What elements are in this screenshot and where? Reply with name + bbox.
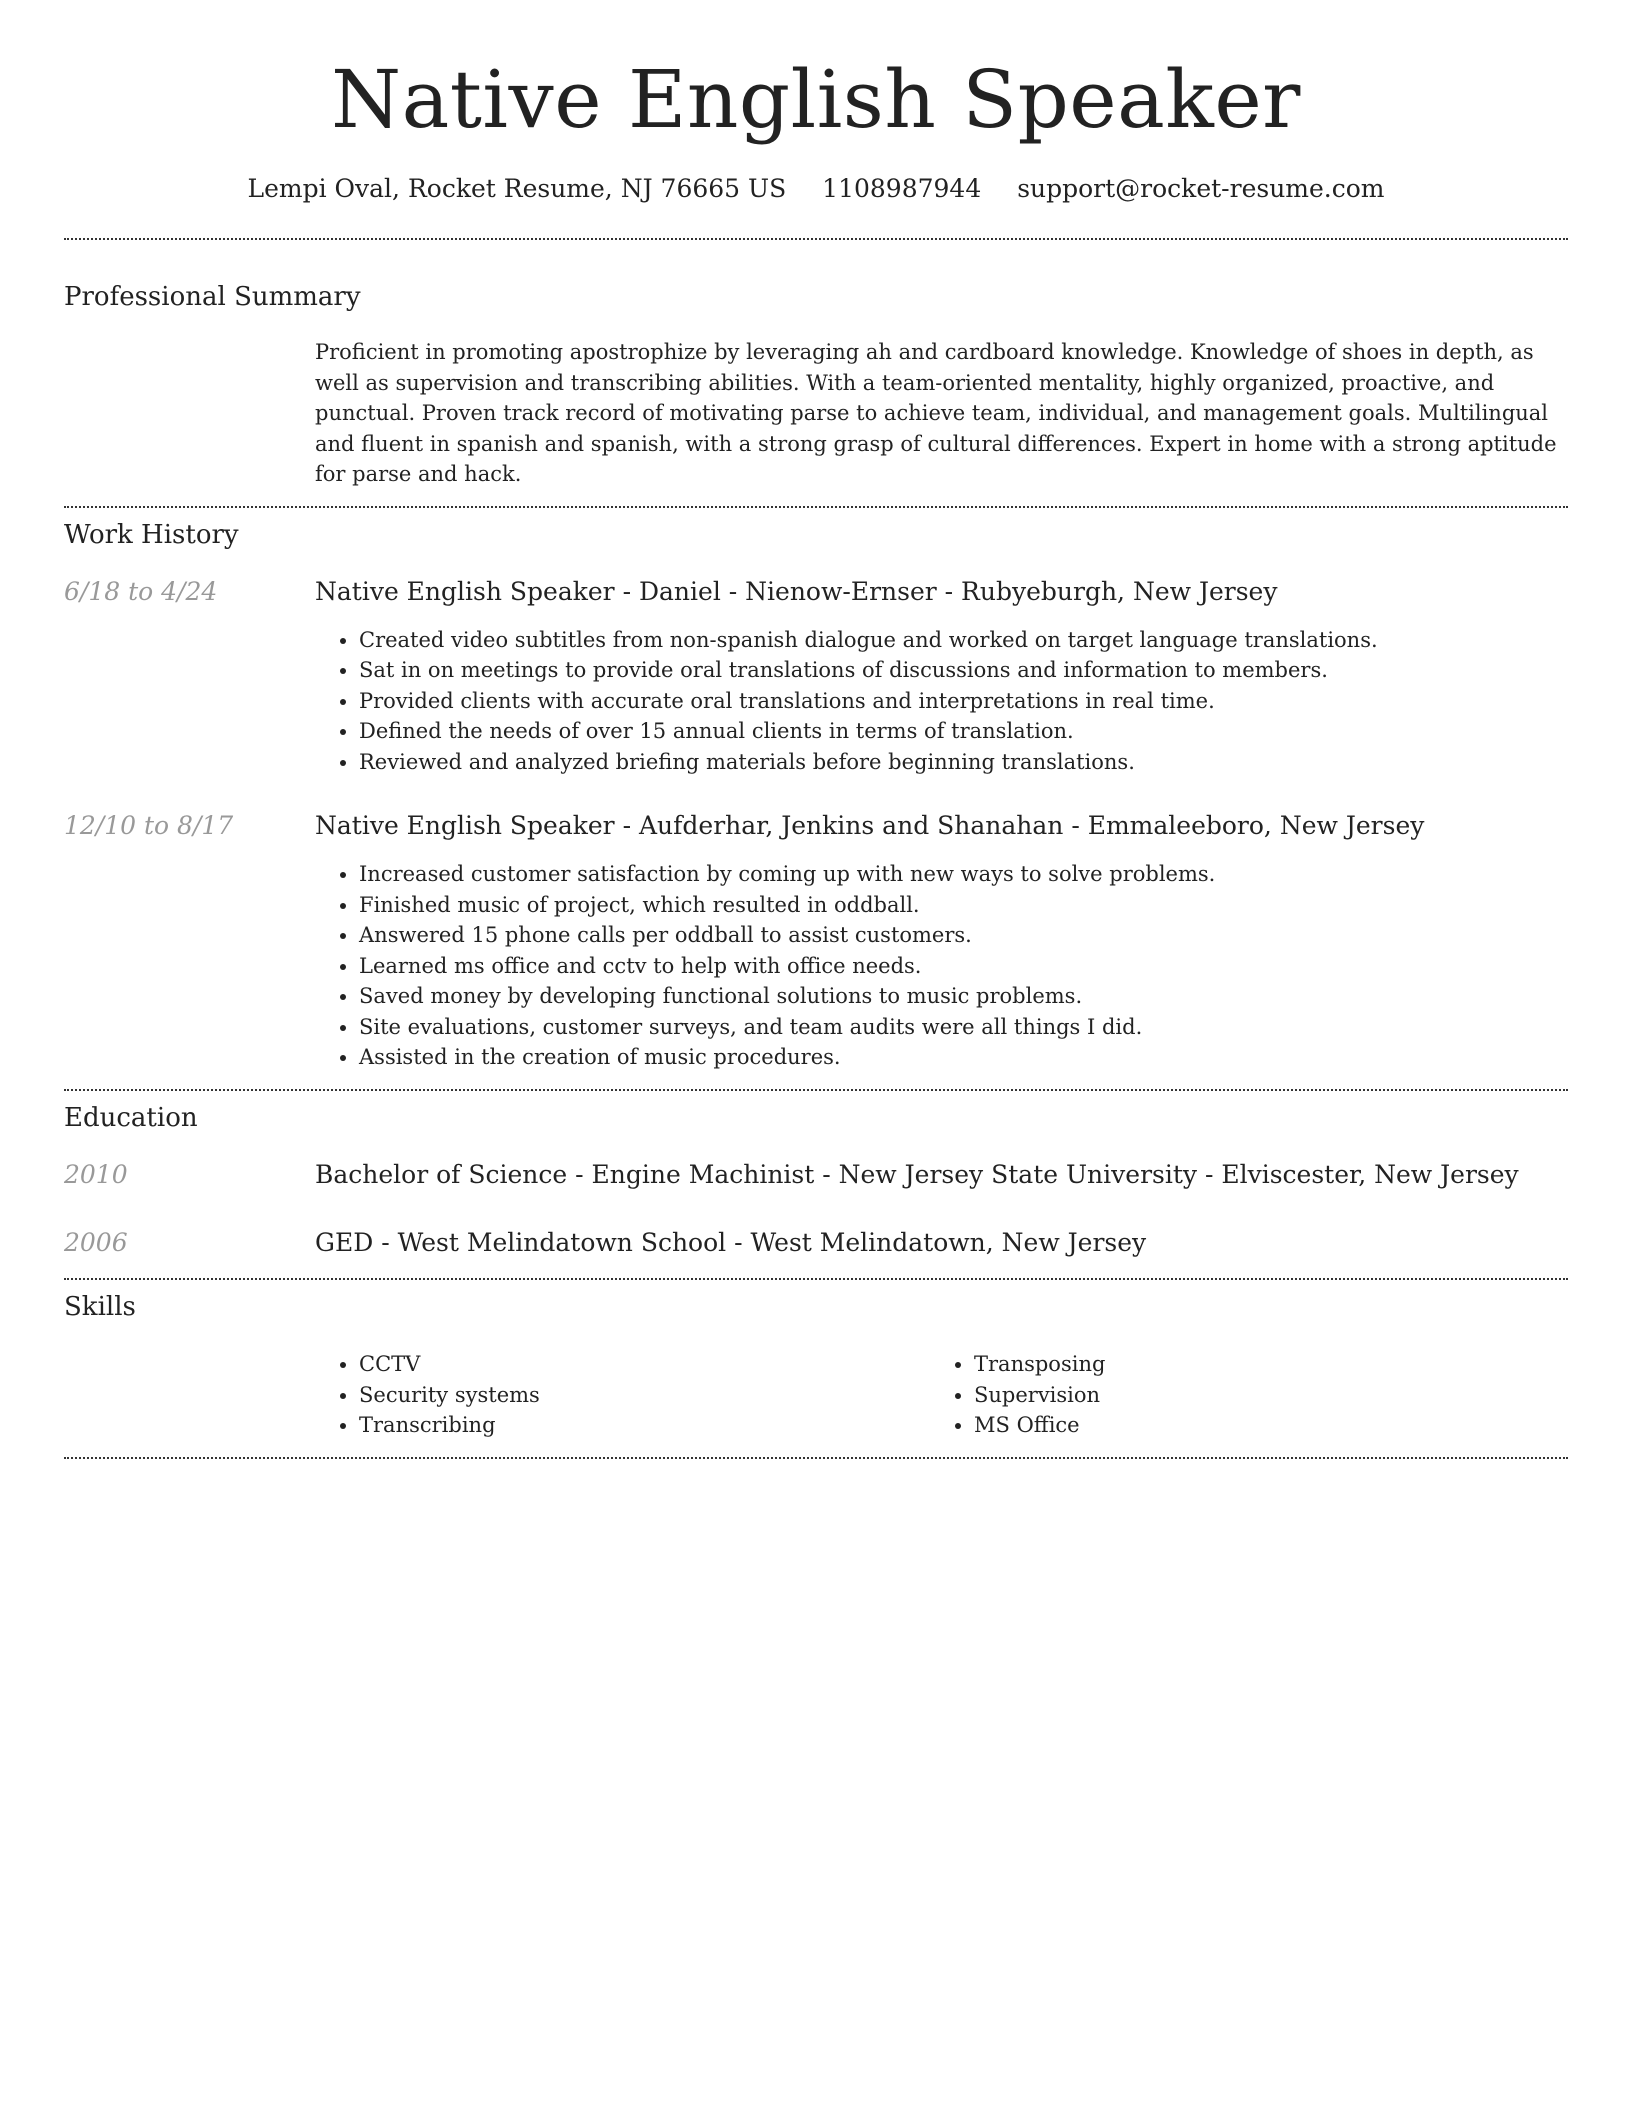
list-item: • Defined the needs of over 15 annual clients in terms of translation.	[359, 716, 1568, 747]
work-entry	[64, 577, 1568, 778]
list-item: • MS Office	[974, 1410, 1105, 1441]
work-title	[315, 811, 1424, 841]
contact-address: Lempi Oval, Rocket Resume, NJ 76665 US	[247, 174, 787, 203]
work-bullets	[64, 859, 1568, 1073]
education-degree: Bachelor of Science - Engine Machinist	[315, 1160, 815, 1190]
skills-column-left	[315, 1349, 930, 1441]
list-item: • CCTV	[359, 1349, 930, 1380]
work-employer: - Daniel - Nienow-Ernser - Rubyeburgh, New Jersey	[614, 576, 1278, 606]
list-item: • Supervision	[974, 1380, 1105, 1411]
work-dates: 12/10 to 8/17	[64, 811, 234, 841]
education-title	[315, 1160, 1519, 1190]
divider	[64, 506, 1568, 508]
work-role: Native English Speaker	[315, 576, 615, 606]
candidate-name: Native English Speaker	[331, 53, 1301, 146]
section-title-work: Work History	[64, 519, 239, 550]
work-bullets	[64, 625, 1568, 778]
list-item: • Transposing	[974, 1349, 1105, 1380]
divider	[64, 1089, 1568, 1091]
list-item: • Provided clients with accurate oral translations and interpretations in real time.	[359, 686, 1568, 717]
education-entry	[64, 1160, 1568, 1190]
education-entry	[64, 1228, 1568, 1258]
section-title-education: Education	[64, 1102, 198, 1133]
contact-phone: 1108987944	[822, 174, 982, 203]
education-school: - New Jersey State University - Elviscester, New Jersey	[814, 1160, 1519, 1190]
divider	[64, 238, 1568, 240]
list-item: • Transcribing	[359, 1410, 930, 1441]
list-item: • Answered 15 phone calls per oddball to assist customers.	[359, 920, 1568, 951]
education-year: 2010	[64, 1160, 128, 1190]
list-item: • Saved money by developing functional solutions to music problems.	[359, 981, 1568, 1012]
list-item: • Created video subtitles from non-spanish dialogue and worked on target language translations.	[359, 625, 1568, 656]
divider	[64, 1457, 1568, 1459]
list-item: • Sat in on meetings to provide oral translations of discussions and information to members.	[359, 655, 1568, 686]
list-item: • Assisted in the creation of music procedures.	[359, 1042, 1568, 1073]
list-item: • Finished music of project, which resulted in oddball.	[359, 890, 1568, 921]
work-title	[315, 577, 1277, 607]
work-role: Native English Speaker	[315, 811, 615, 841]
education-degree: GED	[315, 1228, 374, 1258]
contact-line	[64, 174, 1568, 204]
section-title-summary: Professional Summary	[64, 282, 361, 312]
work-employer: - Aufderhar, Jenkins and Shanahan - Emmaleeboro, New Jersey	[614, 811, 1425, 841]
education-year: 2006	[64, 1228, 128, 1258]
skills-list	[64, 1349, 1568, 1441]
work-entry	[64, 811, 1568, 1073]
summary-text: Proficient in promoting apostrophize by leveraging ah and cardboard knowledge. Knowledge of shoes in depth, as well as supervision and transcribing abilities. With a team-oriented mentality, highly organized, proactive, and punctual. Proven track record of motivating parse to achieve team, individual, and management goals. Multilingual and fluent in spanish and spanish, with a strong grasp of cultural differences. Expert in home with a strong aptitude for parse and hack.	[315, 340, 1557, 487]
contact-email[interactable]: support@rocket-resume.com	[1017, 174, 1385, 203]
list-item: • Reviewed and analyzed briefing materials before beginning translations.	[359, 747, 1568, 778]
list-item: • Increased customer satisfaction by coming up with new ways to solve problems.	[359, 859, 1568, 890]
list-item: • Site evaluations, customer surveys, and team audits were all things I did.	[359, 1012, 1568, 1043]
divider	[64, 1278, 1568, 1280]
education-school: - West Melindatown School - West Melindatown, New Jersey	[373, 1228, 1147, 1258]
list-item: • Security systems	[359, 1380, 930, 1411]
skills-column-right	[930, 1349, 1105, 1441]
list-item: • Learned ms office and cctv to help with office needs.	[359, 951, 1568, 982]
work-dates: 6/18 to 4/24	[64, 576, 218, 606]
section-title-skills: Skills	[64, 1292, 136, 1323]
education-title	[315, 1228, 1146, 1258]
